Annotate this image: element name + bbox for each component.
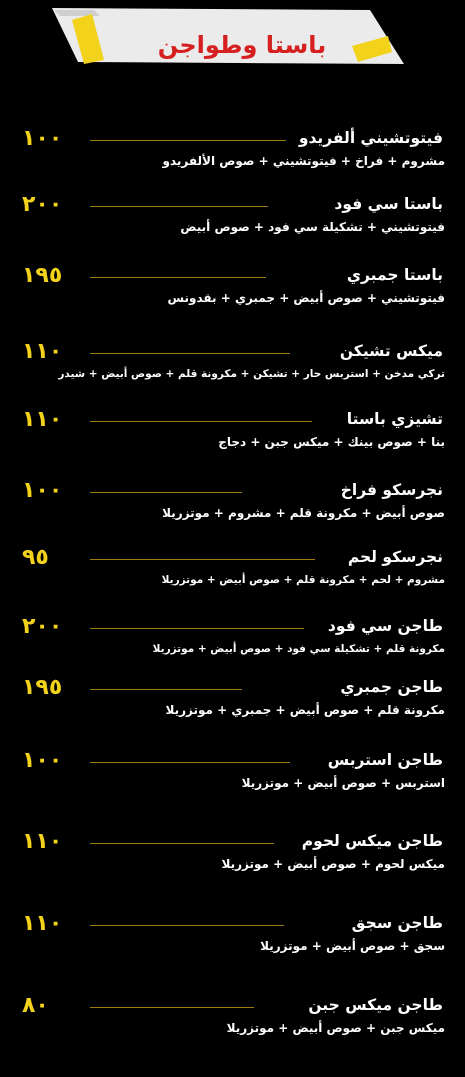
item-name: طاجن استربس: [327, 751, 443, 769]
item-description: فيتوتشيني + صوص أبيض + جمبري + بقدونس: [167, 291, 445, 305]
menu-item: [0, 124, 465, 180]
menu-item: [0, 190, 465, 246]
menu-item: [0, 337, 465, 393]
item-price: ١١٠: [22, 829, 63, 854]
item-price: ١٠٠: [22, 748, 63, 773]
leader-line: [90, 689, 242, 690]
item-name: طاجن سجق: [351, 914, 443, 932]
menu-item: [0, 612, 465, 668]
menu-item: [0, 673, 465, 729]
item-price: ١١٠: [22, 911, 63, 936]
item-name: طاجن ميكس جبن: [308, 996, 443, 1014]
item-name: طاجن سي فود: [327, 617, 443, 635]
leader-line: [90, 492, 242, 493]
leader-line: [90, 353, 290, 354]
item-name: تشيزي باستا: [346, 410, 443, 428]
item-price: ١٩٥: [22, 675, 63, 700]
menu-item: [0, 827, 465, 883]
leader-line: [90, 843, 274, 844]
leader-line: [90, 277, 266, 278]
item-description: مشروم + فراخ + فيتوتشيني + صوص الألفريدو: [162, 154, 445, 168]
menu-item: [0, 746, 465, 802]
item-price: ٩٥: [22, 545, 49, 570]
item-description: بنا + صوص بينك + ميكس جبن + دجاج: [218, 435, 445, 449]
item-price: ٨٠: [22, 993, 49, 1018]
leader-line: [90, 925, 284, 926]
item-description: ميكس لحوم + صوص أبيض + موتزريلا: [221, 857, 445, 871]
item-description: سجق + صوص أبيض + موتزريلا: [260, 939, 445, 953]
item-name: فيتوتشيني ألفريدو: [298, 129, 443, 147]
item-name: باستا جمبري: [346, 266, 443, 284]
menu-item: [0, 261, 465, 317]
item-description: صوص أبيض + مكرونة قلم + مشروم + موتزريلا: [162, 506, 445, 520]
item-description: مشروم + لحم + مكرونة قلم + صوص أبيض + موتزريلا: [161, 574, 445, 586]
leader-line: [90, 206, 268, 207]
item-price: ١٩٥: [22, 263, 63, 288]
item-description: مكرونة قلم + تشكيلة سي فود + صوص أبيض + موتزريلا: [152, 643, 445, 655]
menu-item: [0, 476, 465, 532]
menu-item: [0, 543, 465, 599]
leader-line: [90, 628, 304, 629]
leader-line: [90, 421, 312, 422]
item-name: طاجن جمبري: [340, 678, 443, 696]
menu-item: [0, 405, 465, 461]
item-price: ١٠٠: [22, 478, 63, 503]
item-price: ٢٠٠: [22, 614, 63, 639]
item-name: ميكس تشيكن: [339, 342, 443, 360]
leader-line: [90, 1007, 254, 1008]
item-price: ١١٠: [22, 339, 63, 364]
item-description: مكرونة قلم + صوص أبيض + جمبري + موتزريلا: [165, 703, 445, 717]
item-description: ميكس جبن + صوص أبيض + موتزريلا: [226, 1021, 445, 1035]
item-name: باستا سي فود: [334, 195, 443, 213]
item-price: ٢٠٠: [22, 192, 63, 217]
item-price: ١٠٠: [22, 126, 63, 151]
item-name: طاجن ميكس لحوم: [301, 832, 443, 850]
item-name: نجرسكو فراخ: [340, 481, 443, 499]
item-description: تركي مدخن + استربس حار + تشيكن + مكرونة قلم + صوص أبيض + شيدر: [58, 368, 445, 380]
item-description: استربس + صوص أبيض + موتزريلا: [241, 776, 445, 790]
leader-line: [90, 140, 286, 141]
leader-line: [90, 762, 290, 763]
menu-item: [0, 909, 465, 965]
leader-line: [90, 559, 315, 560]
item-name: نجرسكو لحم: [347, 548, 443, 566]
item-price: ١١٠: [22, 407, 63, 432]
menu-item: [0, 991, 465, 1047]
item-description: فيتوتشيني + تشكيلة سي فود + صوص أبيض: [180, 220, 445, 234]
page-title: باستا وطواجن: [157, 31, 327, 59]
